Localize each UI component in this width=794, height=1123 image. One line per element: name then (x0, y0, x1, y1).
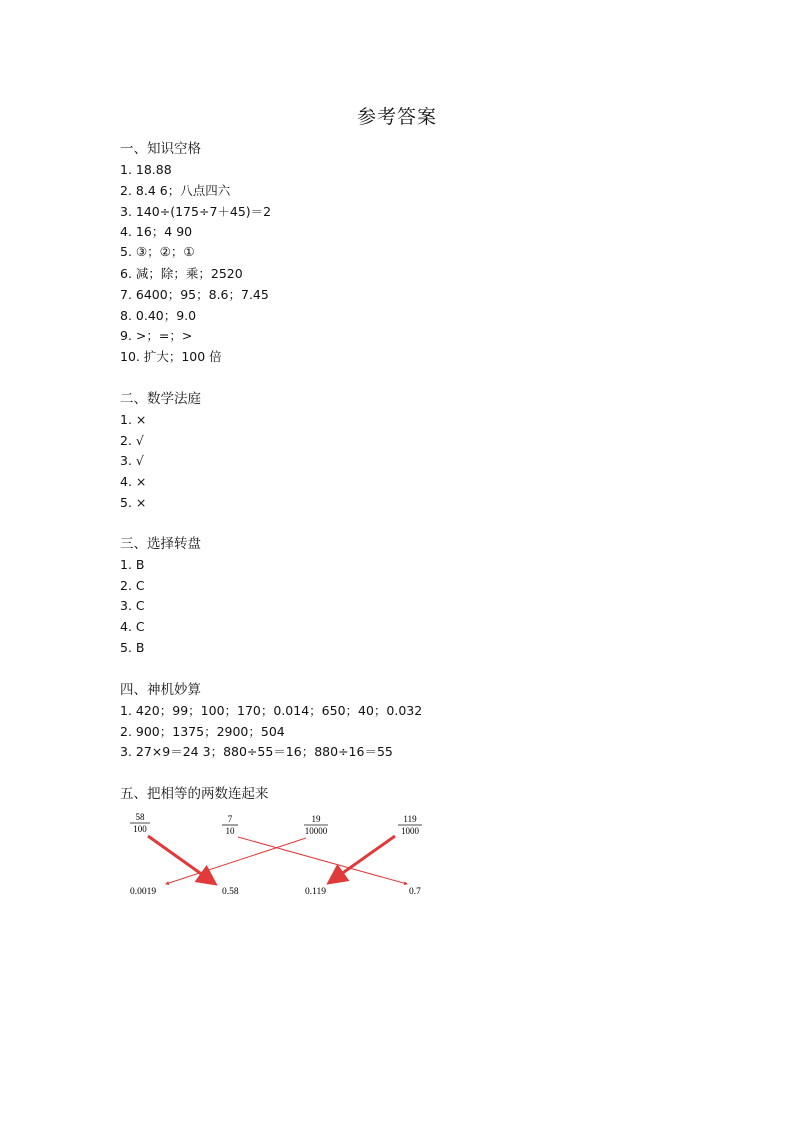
arrow-58-100-to-0-58 (148, 836, 214, 883)
page-title: 参考答案 (356, 106, 437, 128)
separator: ； (147, 244, 160, 259)
fraction-58-100 (130, 812, 150, 834)
answer-line: 4. 16；4 90 (120, 224, 193, 239)
fraction-7-10 (222, 814, 238, 836)
arrow-19-10000-to-0-0019 (166, 838, 306, 884)
decimal-0-58: 0.58 (222, 887, 239, 897)
answer-line: 1. B (120, 557, 145, 572)
answer-line: 1. 420；99；100；170；0.014；650；40；0.032 (120, 703, 423, 718)
fraction-denominator: 1000 (401, 826, 419, 836)
fraction-numerator: 19 (311, 814, 321, 824)
answer-line-circled (120, 243, 195, 261)
fraction-denominator: 100 (133, 824, 147, 834)
answer-line: 8. 0.40；9.0 (120, 308, 197, 323)
section-heading-fill-blanks: 一、知识空格 (120, 141, 201, 157)
answer-line: 3. 27×9＝24 3；880÷55＝16；880÷16＝55 (120, 744, 393, 759)
fraction-119-1000 (398, 814, 422, 836)
fraction-denominator: 10 (225, 826, 235, 836)
answer-line: 7. 6400；95；8.6；7.45 (120, 287, 269, 302)
circled-three: ③ (135, 244, 148, 259)
answer-line: 5. × (120, 495, 147, 510)
answer-line: 3. √ (120, 453, 144, 468)
separator: ； (170, 244, 184, 259)
fraction-19-10000 (304, 814, 328, 836)
circled-one: ① (183, 244, 195, 259)
answer-line: 3. 140÷(175÷7＋45)＝2 (120, 204, 272, 219)
decimal-0-7: 0.7 (409, 887, 421, 897)
answer-line: 2. 8.4 6；八点四六 (120, 183, 231, 198)
answer-line: 6. 减；除；乘；2520 (120, 266, 243, 281)
decimal-0-119: 0.119 (305, 887, 327, 897)
decimal-0-0019: 0.0019 (130, 887, 157, 897)
answer-line: 5. B (120, 640, 145, 655)
answer-line: 2. √ (120, 433, 144, 448)
fraction-numerator: 119 (403, 814, 417, 824)
fraction-numerator: 7 (227, 814, 233, 824)
answer-line: 2. C (120, 578, 145, 593)
answer-number: 5. (120, 244, 136, 259)
fraction-numerator: 58 (135, 812, 145, 822)
section-heading-match-equal: 五、把相等的两数连起来 (120, 786, 269, 802)
arrow-119-1000-to-0-119 (330, 836, 395, 882)
answer-line: 4. × (120, 474, 147, 489)
section-heading-choice-wheel: 三、选择转盘 (120, 536, 201, 552)
answer-line: 1. × (120, 412, 147, 427)
matching-diagram (120, 810, 440, 905)
answer-line: 1. 18.88 (120, 162, 172, 177)
circled-two: ② (159, 244, 171, 259)
answer-line: 9. >；=；> (120, 328, 193, 343)
fraction-denominator: 10000 (304, 826, 328, 836)
answer-line: 10. 扩大；100 倍 (120, 349, 222, 364)
section-heading-math-court: 二、数学法庭 (120, 391, 201, 407)
answer-line: 4. C (120, 619, 145, 634)
answer-line: 2. 900；1375；2900；504 (120, 724, 285, 739)
section-heading-calculation: 四、神机妙算 (120, 682, 201, 698)
answer-line: 3. C (120, 598, 145, 613)
